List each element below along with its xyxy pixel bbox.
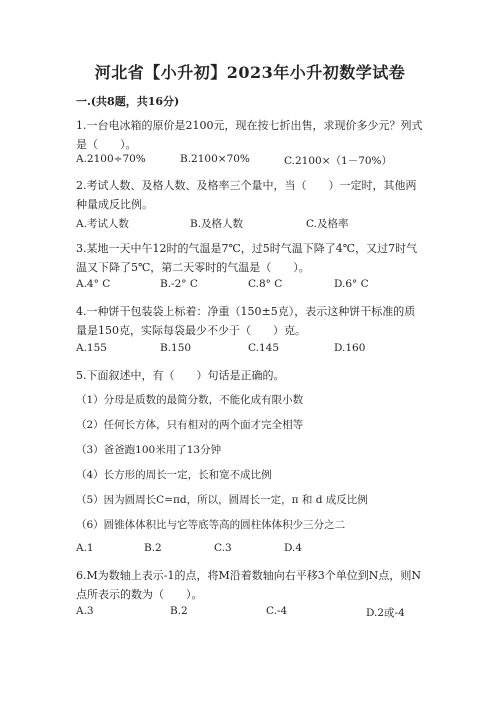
option-b[interactable]: B.-2° C <box>160 278 198 290</box>
question-1-text: 1.一台电冰箱的原价是2100元，现在按七折出售，求现价多少元？列式是（ ）。 <box>76 119 423 151</box>
option-d[interactable]: D.4 <box>284 542 303 554</box>
question-4-text: 4.一种饼干包装袋上标着：净重（150±5克），表示这种饼干标准的质量是150克，实际每袋最少不少于（ ）克。 <box>76 305 416 337</box>
option-a[interactable]: A.考试人数 <box>76 218 129 230</box>
option-d[interactable]: D.160 <box>334 342 366 354</box>
option-b[interactable]: B.2100×70% <box>180 153 250 165</box>
option-b[interactable]: B.2 <box>170 605 188 617</box>
option-a[interactable]: A.1 <box>76 542 94 554</box>
statement-6: （6）圆锥体体积比与它等底等高的圆柱体体积少三分之二 <box>76 519 346 531</box>
question-3-text: 3.某地一天中午12时的气温是7℃，过5时气温下降了4℃，又过7时气温又下降了5℃，第二天零时的气温是（ ）。 <box>76 242 418 274</box>
option-c[interactable]: C.及格率 <box>306 218 349 230</box>
option-c[interactable]: C.8° C <box>248 278 283 290</box>
question-6-text: 6.M为数轴上表示-1的点，将M沿着数轴向右平移3个单位到N点，则N点所表示的数为（ ）。 <box>76 569 421 601</box>
question-2-options <box>76 216 436 232</box>
option-a[interactable]: A.2100÷70% <box>76 153 146 165</box>
option-a[interactable]: A.155 <box>76 342 107 354</box>
option-c[interactable]: C.145 <box>248 342 280 354</box>
option-b[interactable]: B.及格人数 <box>190 218 244 230</box>
statement-1: （1）分母是质数的最简分数，不能化成有限小数 <box>76 394 304 406</box>
question-1-options <box>76 153 436 169</box>
option-d[interactable]: D.2或-4 <box>366 607 405 619</box>
question-6-options <box>76 605 436 621</box>
statement-2: （2）任何长方体，只有相对的两个面才完全相等 <box>76 419 304 431</box>
statement-4: （4）长方形的周长一定，长和宽不成比例 <box>76 469 272 481</box>
question-3-options <box>76 278 436 294</box>
option-d[interactable]: D.6° C <box>334 278 369 290</box>
section-heading: 一.(共8题，共16分) <box>76 95 180 108</box>
statement-3: （3）爸爸跑100米用了13分钟 <box>76 444 222 456</box>
question-5-options <box>76 542 436 558</box>
option-c[interactable]: C.3 <box>214 542 232 554</box>
option-b[interactable]: B.2 <box>144 542 162 554</box>
exam-title: 河北省【小升初】2023年小升初数学试卷 <box>94 63 406 82</box>
option-a[interactable]: A.3 <box>76 605 94 617</box>
question-4-options <box>76 342 436 358</box>
statement-5: （5）因为圆周长C=πd，所以，圆周长一定，π 和 d 成反比例 <box>76 494 368 506</box>
option-c[interactable]: C.2100×（1－70%） <box>284 155 393 167</box>
option-c[interactable]: C.-4 <box>266 605 288 617</box>
question-2-text: 2.考试人数、及格人数、及格率三个量中，当（ ）一定时，其他两种量成反比例。 <box>76 179 417 211</box>
option-b[interactable]: B.150 <box>160 342 192 354</box>
question-5-text: 5.下面叙述中，有（ ）句话是正确的。 <box>76 369 285 382</box>
option-a[interactable]: A.4° C <box>76 278 111 290</box>
